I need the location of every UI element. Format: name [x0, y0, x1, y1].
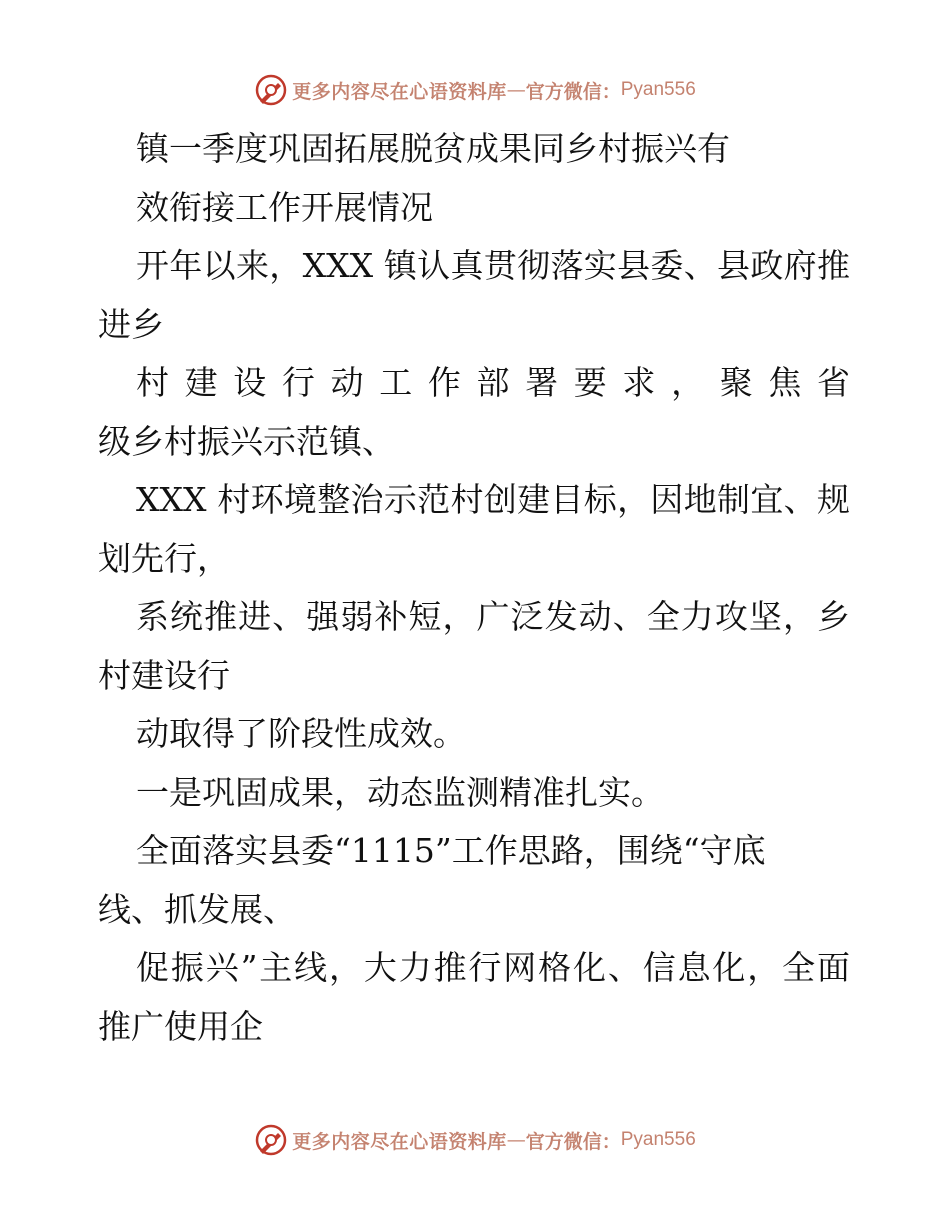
- watermark-separator: —: [506, 79, 526, 101]
- watermark-wechat-id: Pyan556: [620, 1129, 696, 1150]
- text-line: 级乡村振兴示范镇、: [98, 421, 395, 461]
- text-line: XXX 村环境整治示范村创建目标，因地制宜、规: [136, 480, 850, 519]
- text-line: 进乡: [98, 304, 164, 344]
- watermark-wechat-label: 官方微信：: [525, 80, 621, 103]
- watermark-banner-bottom: [0, 1120, 950, 1160]
- text-line: 村建设行: [98, 655, 230, 695]
- text-line: 村建设行动工作部署要求，聚焦省: [136, 363, 850, 402]
- text-line: 开年以来，XXX 镇认真贯彻落实县委、县政府推: [136, 246, 850, 285]
- text-line: 全面落实县委“1115”工作思路，围绕“守底: [136, 831, 766, 870]
- text-line: 镇一季度巩固拓展脱贫成果同乡村振兴有: [136, 129, 730, 168]
- text-line: 效衔接工作开展情况: [136, 187, 433, 227]
- watermark-separator: —: [506, 1129, 526, 1151]
- watermark-brand: 更多内容尽在心语资料库: [292, 1130, 507, 1153]
- text-line: 线、抓发展、: [98, 889, 296, 929]
- pen-logo-icon: [254, 73, 288, 107]
- text-line: 一是巩固成果，动态监测精准扎实。: [136, 772, 664, 812]
- watermark-banner-top: [0, 70, 950, 110]
- watermark-brand: 更多内容尽在心语资料库: [292, 80, 507, 103]
- watermark-wechat-label: 官方微信：: [525, 1130, 621, 1153]
- text-line: 动取得了阶段性成效。: [136, 714, 466, 753]
- text-line: 促振兴”主线，大力推行网格化、信息化，全面: [136, 948, 850, 987]
- pen-logo-icon: [254, 1123, 288, 1157]
- text-line: 推广使用企: [98, 1006, 263, 1046]
- watermark-wechat-id: Pyan556: [620, 79, 696, 100]
- document-body: [98, 120, 850, 1056]
- text-line: 系统推进、强弱补短，广泛发动、全力攻坚，乡: [136, 597, 850, 636]
- text-line: 划先行，: [98, 538, 230, 578]
